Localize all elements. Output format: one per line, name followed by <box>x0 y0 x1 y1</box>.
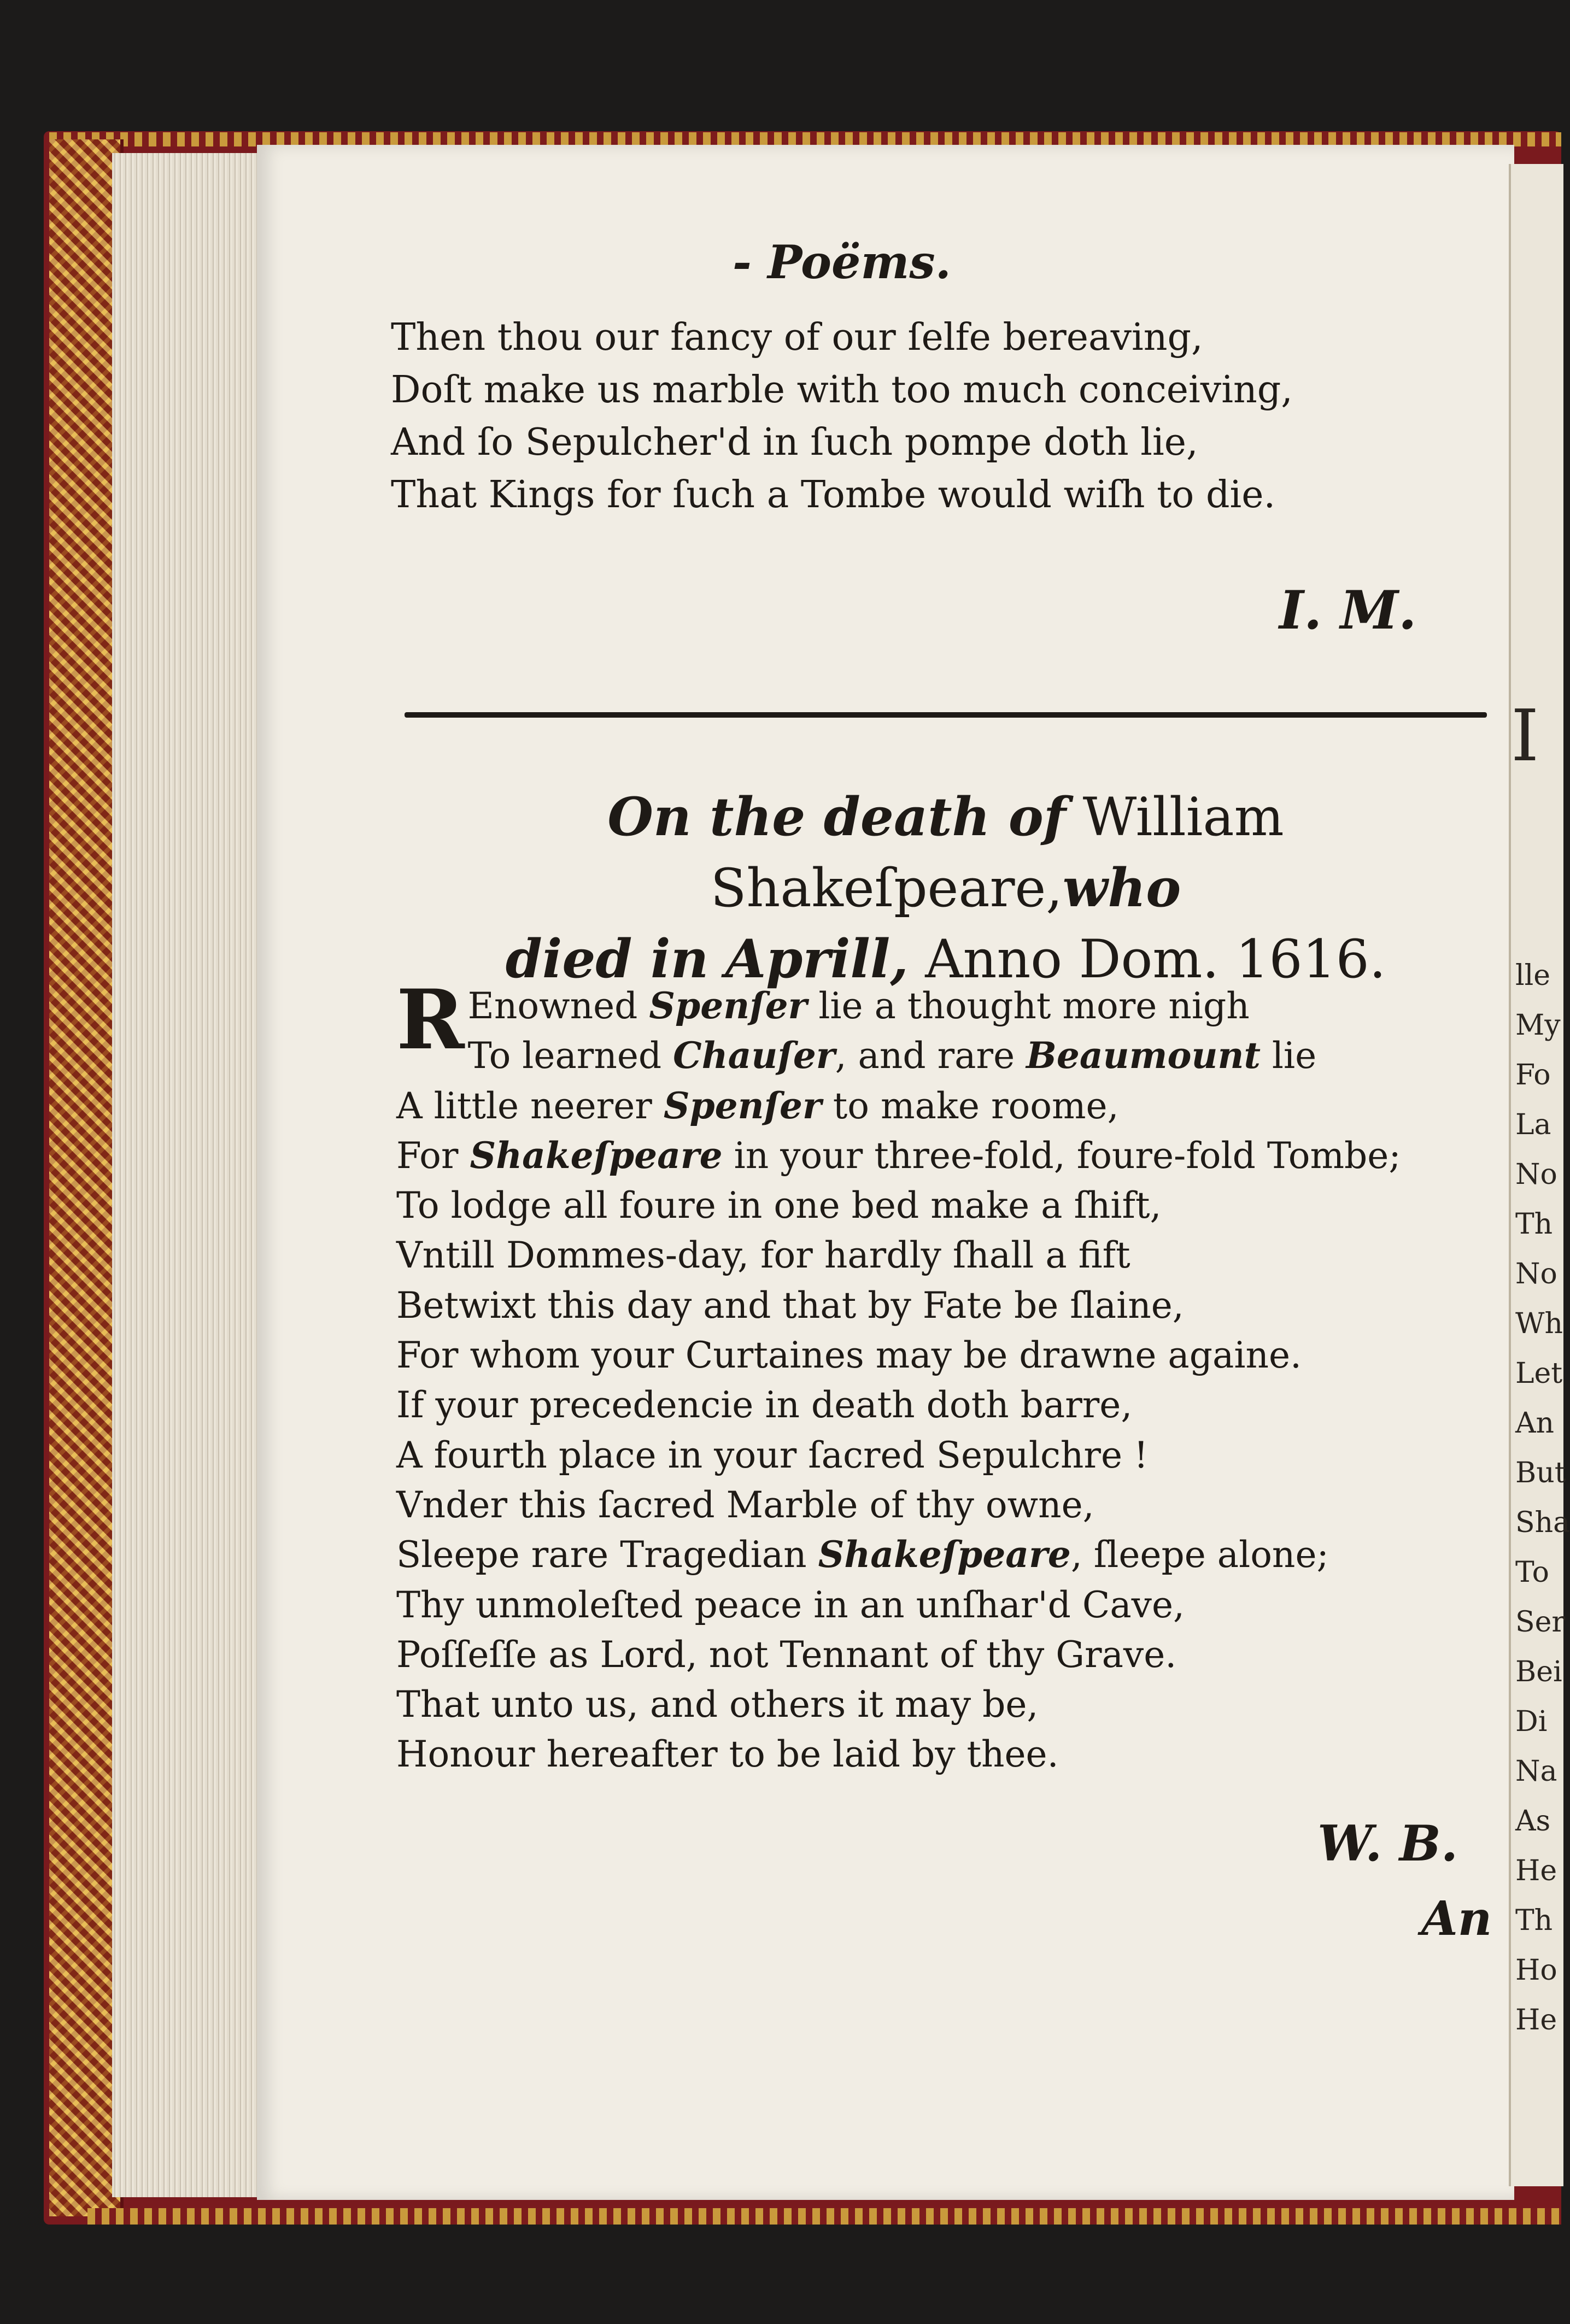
stanza-line: That Kings for ſuch a Tombe would wiſh to die. <box>391 473 1276 517</box>
fragment: To <box>1515 1556 1549 1589</box>
stanza-line: Then thou our fancy of our ſelfe bereaving, <box>391 316 1203 359</box>
facing-page-fragments <box>1515 951 1570 2045</box>
title-part: who <box>1062 857 1181 919</box>
fragment: Ser <box>1515 1606 1566 1639</box>
stanza-line: Doſt make us marble with too much conceiving, <box>391 368 1293 412</box>
fragment: La <box>1515 1108 1551 1141</box>
fragment: Sha <box>1515 1506 1570 1539</box>
fragment: But <box>1515 1457 1566 1489</box>
title-part: William Shakeſpeare, <box>710 787 1284 919</box>
stanza-line: And ſo Sepulcher'd in ſuch pompe doth lie, <box>391 421 1198 464</box>
closing-stanza <box>391 312 1430 521</box>
fragment: He <box>1515 2004 1557 2037</box>
fragment: Fo <box>1515 1059 1551 1091</box>
fragment: As <box>1515 1805 1551 1838</box>
poem-line: To learned Chauſer, and rare Beaumount lie <box>467 1034 1317 1077</box>
poem-line: R Enowned Spenſer lie a thought more nigh <box>396 972 1250 1068</box>
fragment: No <box>1515 1158 1557 1191</box>
fragment: Na <box>1515 1755 1557 1788</box>
fragment: Th <box>1515 1904 1553 1937</box>
poem-line: That unto us, and others it may be, <box>396 1683 1039 1726</box>
drop-cap: R <box>396 972 465 1068</box>
poem-line: Honour hereafter to be laid by thee. <box>396 1733 1059 1776</box>
poem-line: Sleepe rare Tragedian Shakeſpeare, ſleepe alone; <box>396 1533 1329 1576</box>
title-part: died in <box>505 928 709 990</box>
poem-line: If your precedencie in death doth barre, <box>396 1384 1133 1427</box>
fragment: Let <box>1515 1357 1563 1390</box>
fragment: He <box>1515 1854 1557 1887</box>
fragment: No <box>1515 1258 1557 1290</box>
poem-signature: W. B. <box>1317 1815 1458 1873</box>
running-header: - Poëms. <box>733 235 951 289</box>
poem-line: Poſſeſſe as Lord, not Tennant of thy Grave. <box>396 1633 1177 1676</box>
poem-line: Thy unmoleſted peace in an unſhar'd Cave, <box>396 1583 1185 1626</box>
gilt-edge-bottom <box>87 2208 1561 2225</box>
poem-body <box>396 972 1479 1780</box>
fragment: My <box>1515 1009 1561 1042</box>
catchword: An <box>1421 1891 1492 1946</box>
title-part: Aprill, <box>725 928 909 990</box>
fragment: Bei <box>1515 1656 1562 1688</box>
poem-line: For Shakeſpeare in your three-fold, foure-fold Tombe; <box>396 1134 1401 1177</box>
poem-line: For whom your Curtaines may be drawne againe. <box>396 1334 1302 1377</box>
fragment: Wh <box>1515 1307 1563 1340</box>
page-edges <box>112 153 278 2197</box>
author-initials: I. M. <box>1279 579 1417 641</box>
facing-page-dropcap: I <box>1511 694 1539 777</box>
title-part: Anno Dom. 1616. <box>925 929 1386 990</box>
fragment: Ho <box>1515 1954 1557 1987</box>
poem-line: Vntill Dommes-day, for hardly ſhall a fift <box>396 1234 1130 1277</box>
section-divider <box>405 712 1487 718</box>
poem-line: A fourth place in your ſacred Sepulchre ! <box>396 1434 1149 1476</box>
fragment: lle <box>1515 959 1551 992</box>
title-part: On the death of <box>607 786 1067 848</box>
fragment: An <box>1515 1407 1555 1440</box>
poem-line: Betwixt this day and that by Fate be ſlaine, <box>396 1284 1184 1327</box>
poem-line: Vnder this ſacred Marble of thy owne, <box>396 1483 1094 1526</box>
fragment: Di <box>1515 1705 1548 1738</box>
poem-title <box>415 782 1476 995</box>
fragment: Th <box>1515 1208 1553 1241</box>
poem-line: To lodge all foure in one bed make a ſhift, <box>396 1184 1162 1227</box>
facing-page-edge <box>1509 164 1570 2186</box>
poem-line: A little neerer Spenſer to make roome, <box>396 1084 1119 1127</box>
